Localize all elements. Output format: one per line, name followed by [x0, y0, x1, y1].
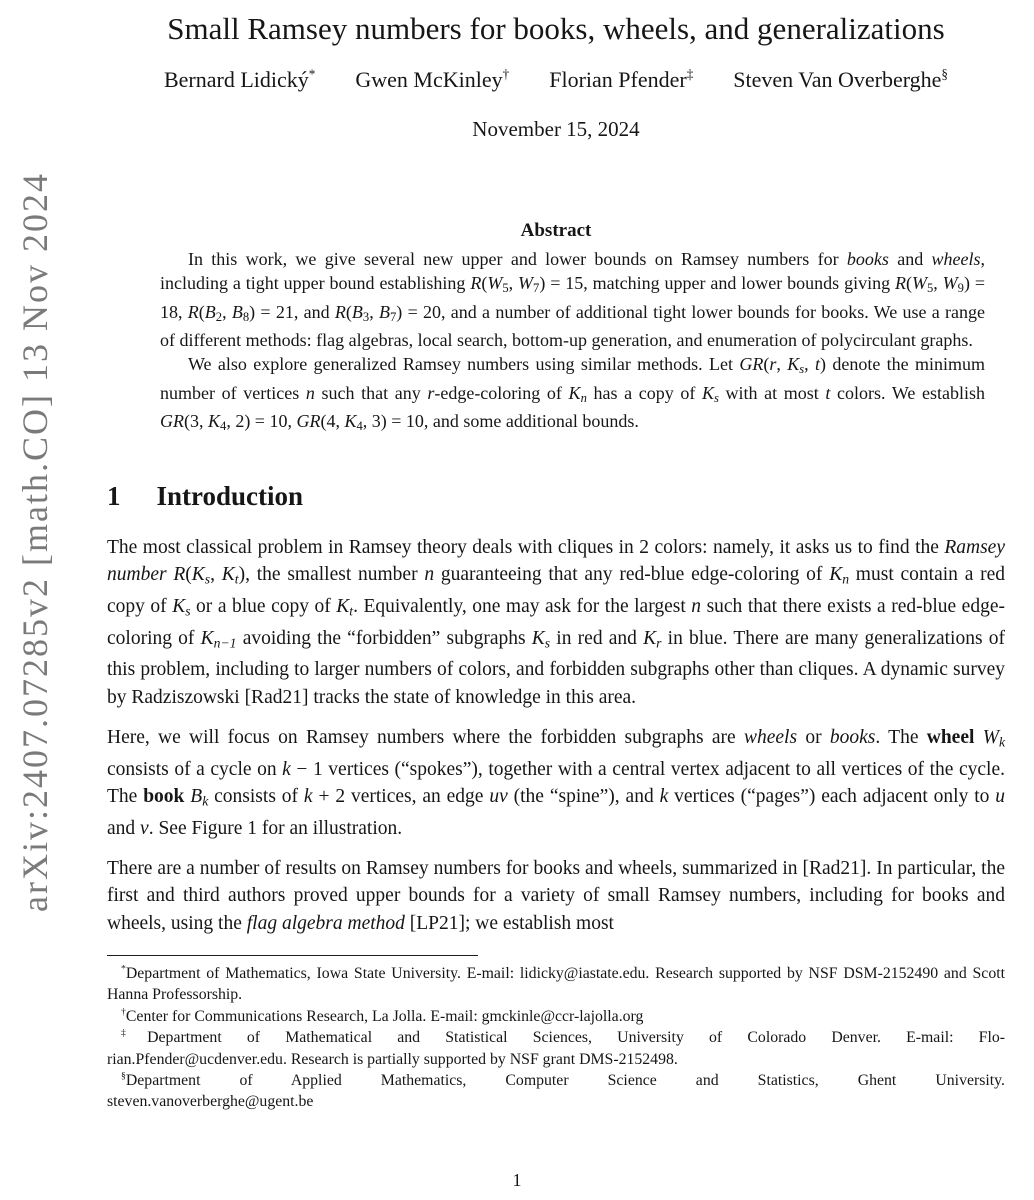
- abstract-heading: Abstract: [520, 220, 592, 242]
- author-1-footnote-mark: *: [308, 66, 316, 82]
- body-paragraph-3: There are a number of results on Ramsey numbers for books and wheels, summarized in [Rad21]. In particular, the first and third authors proved upper bounds for a variety of small Ramsey numbers, including for books and wheels, using the flag algebra method [LP21]; we establish most: [107, 858, 1005, 934]
- page-number: 1: [512, 1170, 522, 1190]
- section-heading: [107, 481, 1005, 512]
- footnote-3-text-line2: rian.Pfender@ucdenver.edu. Research is partially supported by NSF grant DMS-2152498.: [107, 1050, 678, 1068]
- footnote-1-text: Department of Mathematics, Iowa State University. E-mail: lidicky@iastate.edu. Research supported by NSF DSM-2152490 and Scott Hanna Professorship.: [107, 964, 1005, 1004]
- footnote-3: [107, 1027, 1005, 1070]
- author-1-name: Bernard Lidický: [163, 67, 309, 93]
- footnote-4-text-line1: Department of Applied Mathematics, Computer Science and Statistics, Ghent University.: [125, 1071, 1005, 1089]
- author-1: [164, 67, 315, 93]
- author-3-name: Florian Pfender: [549, 67, 687, 93]
- footnote-rule: [107, 955, 478, 956]
- author-list: [107, 67, 1005, 93]
- paper-date: November 15, 2024: [472, 117, 640, 142]
- footnote-1: [107, 963, 1005, 1006]
- author-3-footnote-mark: ‡: [686, 66, 694, 82]
- arxiv-banner: arXiv:2407.07285v2 [math.CO] 13 Nov 2024: [15, 172, 55, 912]
- author-2-name: Gwen McKinley: [355, 67, 503, 93]
- author-4-name: Steven Van Overberghe: [733, 67, 942, 93]
- abstract-paragraph-2: We also explore generalized Ramsey numbers using similar methods. Let GR(r, Ks, t) denote the minimum number of vertices n such that any r-edge-coloring of Kn has a copy of Ks with at most t colors. We establish GR(3, K4, 2) = 10, GR(4, K4, 3) = 10, and some additional bounds.: [160, 353, 985, 434]
- footnote-2-mark: †: [121, 1006, 126, 1018]
- introduction-text: [107, 534, 1005, 937]
- abstract-paragraph-1: In this work, we give several new upper and lower bounds on Ramsey numbers for books and wheels, including a tight upper bound establishing R(W5, W7) = 15, matching upper and lower bounds giving R(W5, W9) = 18, R(B2, B8) = 21, and R(B3, B7) = 20, and a number of additional tight lower bounds for books. We use a range of different methods: flag algebras, local search, bottom-up generation, and enumeration of polycirculant graphs.: [160, 249, 986, 351]
- footnote-4: [107, 1070, 1005, 1113]
- footnote-3-mark: ‡: [121, 1027, 148, 1039]
- footnote-block: [107, 955, 1005, 1113]
- footnote-4-mark: §: [121, 1070, 126, 1082]
- author-4: [733, 67, 948, 93]
- abstract-body: [107, 248, 1005, 439]
- paper-title: Small Ramsey numbers for books, wheels, and generalizations: [167, 11, 945, 46]
- footnote-4-text-line2: steven.vanoverberghe@ugent.be: [107, 1093, 314, 1111]
- author-2: [355, 67, 509, 93]
- body-paragraph-2: Here, we will focus on Ramsey numbers where the forbidden subgraphs are wheels or books. The wheel Wk consists of a cycle on k − 1 vertices (“spokes”), together with a central vertex adjacent to all vertices of the cycle. The book Bk consists of k + 2 vertices, an edge uv (the “spine”), and k vertices (“pages”) each adjacent only to u and v. See Figure 1 for an illustration.: [107, 727, 1005, 839]
- author-3: [549, 67, 693, 93]
- footnote-3-text-line1: Department of Mathematical and Statistical Sciences, University of Colorado Denver. E-mail: Flo-: [147, 1029, 1006, 1047]
- body-paragraph-1: The most classical problem in Ramsey theory deals with cliques in 2 colors: namely, it asks us to find the Ramsey number R(Ks, Kt), the smallest number n guaranteeing that any red-blue edge-coloring of Kn must contain a red copy of Ks or a blue copy of Kt. Equivalently, one may ask for the largest n such that there exists a red-blue edge-coloring of Kn−1 avoiding the “forbidden” subgraphs Ks in red and Kr in blue. There are many generalizations of this problem, including to larger numbers of colors, and forbidden subgraphs other than cliques. A dynamic survey by Radziszowski [Rad21] tracks the state of knowledge in this area.: [107, 537, 1006, 708]
- section-title: Introduction: [156, 481, 304, 512]
- footnote-1-mark: *: [121, 963, 126, 975]
- author-4-footnote-mark: §: [941, 66, 949, 82]
- paper-content: [107, 0, 1005, 1113]
- author-2-footnote-mark: †: [502, 66, 510, 82]
- footnote-2-text: Center for Communications Research, La Jolla. E-mail: gmckinle@ccr-lajolla.org: [125, 1007, 644, 1025]
- section-number: 1: [107, 481, 121, 512]
- footnote-2: [107, 1006, 1005, 1027]
